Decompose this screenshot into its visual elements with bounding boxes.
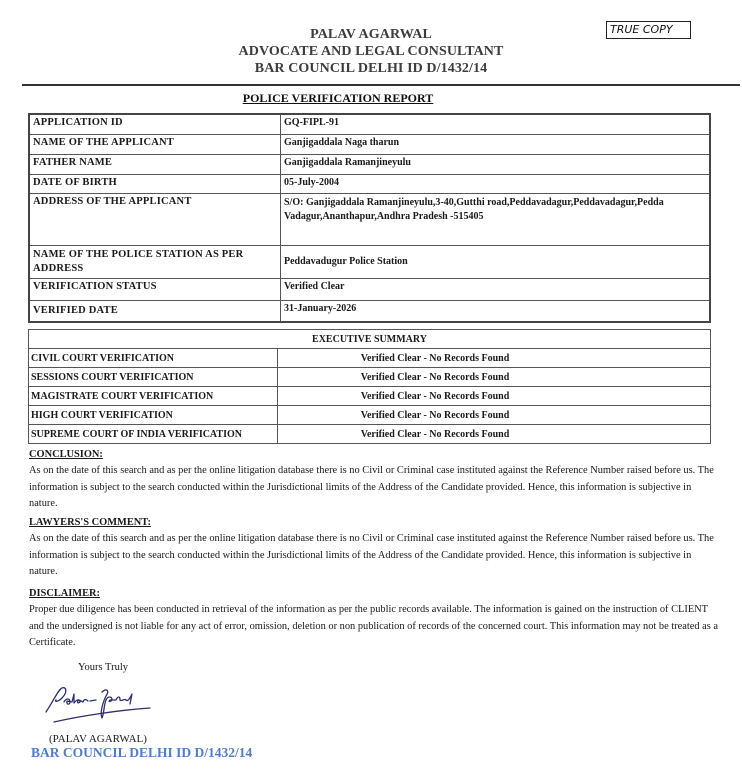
- conclusion-text: As on the date of this search and as per the online litigation database there is no Civil or Criminal case instituted against the Reference Number raised before us. The information is subject to the search conducted within the Jurisdictional limits of the Address of the Candidate provided. Hence, this information is subjective in nature.: [29, 465, 714, 509]
- lawyers-comment-heading: LAWYERS'S COMMENT:: [29, 517, 151, 528]
- row-label: NAME OF THE POLICE STATION AS PER ADDRESS: [29, 245, 281, 278]
- row-value: 05-July-2004: [281, 174, 711, 193]
- court-label: SUPREME COURT OF INDIA VERIFICATION: [29, 425, 278, 444]
- disclaimer-section: [29, 586, 719, 651]
- advocate-name: PALAV AGARWAL: [310, 27, 432, 42]
- court-result: Verified Clear - No Records Found: [278, 406, 711, 425]
- closing-text: Yours Truly: [78, 662, 129, 673]
- row-value: S/O: Ganjigaddala Ramanjineyulu,3-40,Gutthi road,Peddavadagur,Peddavadagur,Pedda Vadagur,Ananthapur,Andhra Pradesh -515405: [281, 193, 711, 245]
- row-value: 31-January-2026: [281, 300, 711, 322]
- court-label: SESSIONS COURT VERIFICATION: [29, 368, 278, 387]
- table-row: [29, 114, 710, 134]
- table-row: [29, 387, 711, 406]
- advocate-designation: ADVOCATE AND LEGAL CONSULTANT: [238, 44, 504, 59]
- row-label: APPLICATION ID: [29, 114, 281, 134]
- court-label: CIVIL COURT VERIFICATION: [29, 349, 278, 368]
- table-row: [29, 154, 710, 174]
- signatory-name: (PALAV AGARWAL): [49, 733, 147, 745]
- row-label: NAME OF THE APPLICANT: [29, 134, 281, 154]
- applicant-details-table: [28, 113, 711, 323]
- table-row: [29, 406, 711, 425]
- table-row: [29, 368, 711, 387]
- row-value: Ganjigaddala Ramanjineyulu: [281, 154, 711, 174]
- signatory-bar-id: BAR COUNCIL DELHI ID D/1432/14: [31, 745, 253, 760]
- court-result: Verified Clear - No Records Found: [278, 349, 711, 368]
- court-label: MAGISTRATE COURT VERIFICATION: [29, 387, 278, 406]
- conclusion-heading: CONCLUSION:: [29, 449, 103, 460]
- table-header-row: [29, 330, 711, 349]
- true-copy-stamp: TRUE COPY: [606, 21, 691, 39]
- court-result: Verified Clear - No Records Found: [278, 368, 711, 387]
- row-label: VERIFIED DATE: [29, 300, 281, 322]
- row-label: DATE OF BIRTH: [29, 174, 281, 193]
- lawyers-comment-section: [29, 515, 719, 580]
- signature-icon: [40, 682, 160, 732]
- executive-summary-table: [28, 329, 711, 444]
- table-row: [29, 174, 710, 193]
- table-row: [29, 193, 710, 245]
- disclaimer-heading: DISCLAIMER:: [29, 588, 101, 599]
- table-row: [29, 278, 710, 300]
- table-row: [29, 349, 711, 368]
- table-row: [29, 300, 710, 322]
- row-label: VERIFICATION STATUS: [29, 278, 281, 300]
- header-divider: [22, 84, 740, 86]
- conclusion-section: [29, 447, 719, 512]
- lawyers-comment-text: As on the date of this search and as per the online litigation database there is no Civil or Criminal case instituted against the Reference Number raised before us. The information is subject to the search conducted within the Jurisdictional limits of the Address of the Candidate provided. Hence, this information is subjective in nature.: [29, 533, 714, 577]
- signature-image: [40, 682, 160, 737]
- report-title: POLICE VERIFICATION REPORT: [242, 91, 434, 105]
- court-label: HIGH COURT VERIFICATION: [29, 406, 278, 425]
- executive-summary-heading: EXECUTIVE SUMMARY: [29, 330, 711, 349]
- court-result: Verified Clear - No Records Found: [278, 387, 711, 406]
- table-row: [29, 245, 710, 278]
- row-value: Verified Clear: [281, 278, 711, 300]
- row-value: Peddavadugur Police Station: [281, 245, 711, 278]
- table-row: [29, 134, 710, 154]
- table-row: [29, 425, 711, 444]
- row-label: ADDRESS OF THE APPLICANT: [29, 193, 281, 245]
- row-label: FATHER NAME: [29, 154, 281, 174]
- court-result: Verified Clear - No Records Found: [278, 425, 711, 444]
- letterhead-bar-id: BAR COUNCIL DELHI ID D/1432/14: [254, 61, 488, 76]
- row-value: Ganjigaddala Naga tharun: [281, 134, 711, 154]
- disclaimer-text: Proper due diligence has been conducted in retrieval of the information as per the public records available. The information is gained on the instruction of CLIENT and the undersigned is not liable for any act of error, omission, deletion or non publication of records of the concerned court. This information may not be treated as a Certificate.: [29, 604, 719, 648]
- row-value: GQ-FIPL-91: [281, 114, 711, 134]
